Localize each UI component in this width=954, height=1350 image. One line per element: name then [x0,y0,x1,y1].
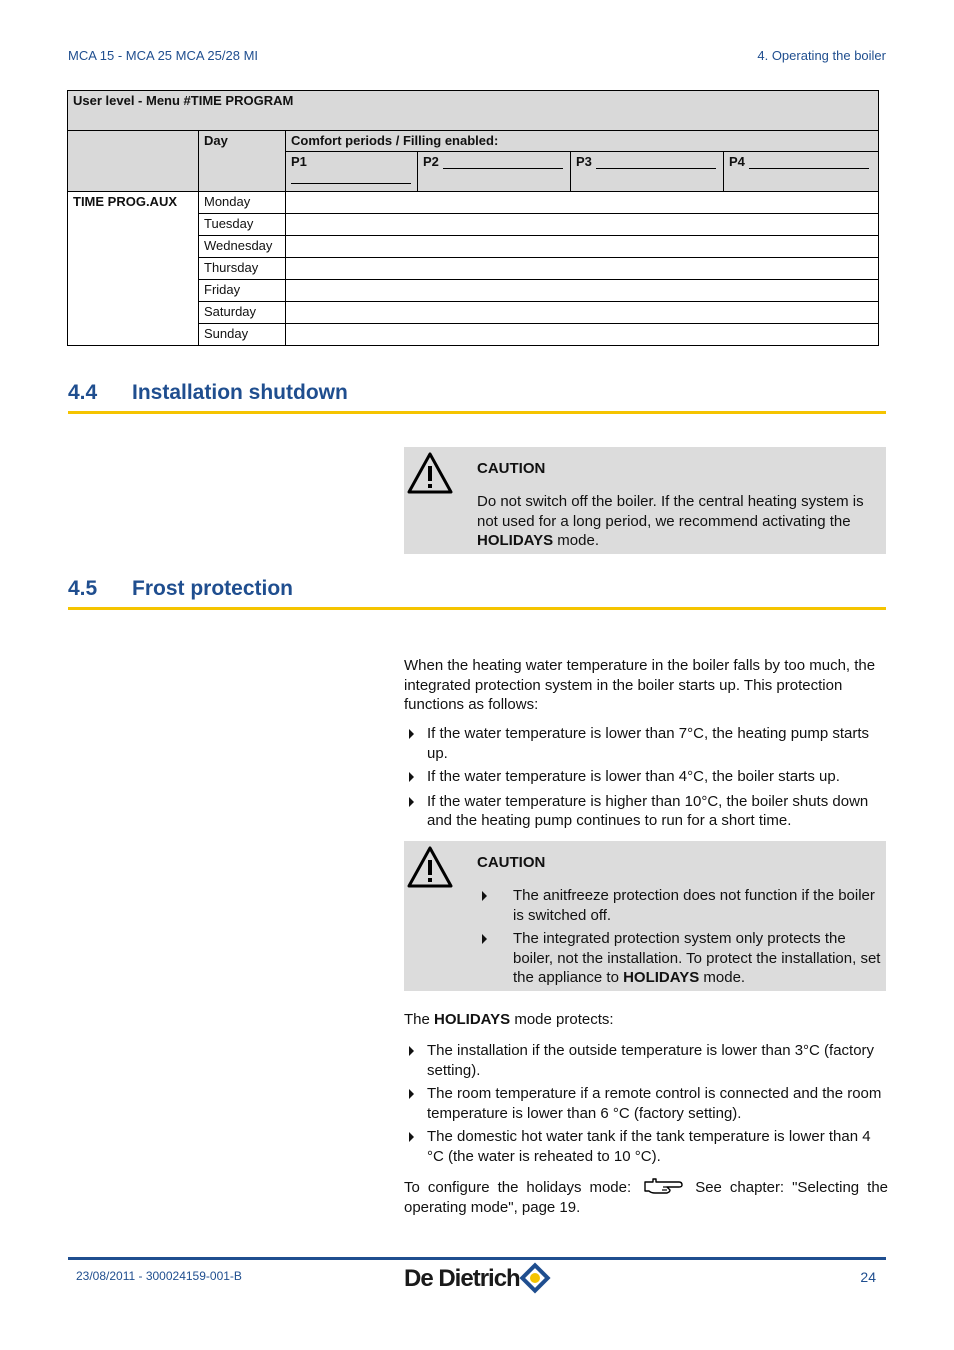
p4-blank-line [749,156,869,169]
holidays-keyword: HOLIDAYS [434,1011,511,1028]
caution-text-start: Do not switch off the boiler. If the central heating system is not used for a long period, we recommend activating the [477,493,864,530]
caution-bullet-list [477,886,885,988]
table-row-label: TIME PROG.AUX [68,192,199,346]
bullet-arrow-icon [482,934,487,944]
p2-blank-line [443,156,563,169]
table-value-cell [286,192,879,214]
table-header-p2 [418,152,571,192]
bullet-arrow-icon [409,1089,414,1099]
de-dietrich-logo [404,1260,554,1301]
table-day-cell: Wednesday [199,236,286,258]
table-value-cell [286,324,879,346]
bullet-arrow-icon [409,1132,414,1142]
table-value-cell [286,302,879,324]
table-day-cell: Monday [199,192,286,214]
frost-intro-paragraph: When the heating water temperature in the boiler falls by too much, the integrated protection system in the boiler starts up. This protection functions as follows: [404,657,876,713]
de-dietrich-logo-icon [404,1260,554,1296]
holidays-text-end: mode protects: [510,1011,614,1028]
section-title: Installation shutdown [132,381,348,404]
page-number: 24 [860,1269,876,1285]
list-item-text: The integrated protection system only protects the boiler, not the installation. To protect the installation, set the appliance to [513,930,881,986]
p1-blank-line [291,169,411,184]
caution-text-end: mode. [553,532,599,549]
list-item [404,1041,888,1080]
table-corner-cell [68,131,199,192]
section-number: 4.4 [68,381,98,404]
footer-date-ref: 23/08/2011 - 300024159-001-B [76,1269,242,1283]
table-day-cell: Thursday [199,258,286,280]
list-item [404,1084,888,1123]
caution-title: CAUTION [477,460,546,477]
caution-text [477,492,883,551]
list-item [404,724,888,763]
holidays-paragraph [404,1010,888,1030]
header-chapter: 4. Operating the boiler [757,48,886,63]
holidays-keyword: HOLIDAYS [623,969,700,986]
bullet-arrow-icon [409,772,414,782]
bullet-arrow-icon [409,797,414,807]
warning-icon [406,845,454,889]
caution-box-frost [404,841,886,991]
list-item-text: The room temperature if a remote control is connected and the room temperature is lower than 6 °C (factory setting). [427,1085,882,1122]
bullet-arrow-icon [409,729,414,739]
list-item [404,1127,888,1166]
config-text-start: To configure the holidays mode: [404,1179,632,1196]
table-header-p4 [724,152,879,192]
table-day-cell: Sunday [199,324,286,346]
p3-blank-line [596,156,716,169]
table-header-comfort: Comfort periods / Filling enabled: [286,131,879,152]
section-heading-4-5 [68,577,886,610]
table-title: User level - Menu #TIME PROGRAM [68,91,879,131]
table-header-p3 [571,152,724,192]
config-paragraph [404,1176,888,1217]
p2-label: P2 [423,154,439,169]
bullet-arrow-icon [482,891,487,901]
table-value-cell [286,280,879,302]
list-item [404,792,888,831]
section-heading-4-4 [68,381,886,414]
list-item-text: If the water temperature is lower than 4°C, the boiler starts up. [427,768,840,785]
table-header-day: Day [199,131,286,192]
section-number: 4.5 [68,577,98,600]
warning-icon [406,451,454,495]
section-title: Frost protection [132,577,293,600]
frost-bullet-list [404,724,888,831]
time-program-table [67,90,879,346]
holidays-text-start: The [404,1011,435,1028]
table-value-cell [286,236,879,258]
caution-title: CAUTION [477,854,546,871]
header-doc-title: MCA 15 - MCA 25 MCA 25/28 MI [68,48,259,63]
caution-box-shutdown [404,447,886,554]
svg-text:De Dietrich: De Dietrich [404,1265,520,1292]
pointing-hand-icon [643,1176,683,1196]
list-item [477,886,885,925]
table-day-cell: Saturday [199,302,286,324]
list-item-text-end: mode. [699,969,746,986]
list-item-text: The domestic hot water tank if the tank temperature is lower than 4 °C (the water is reheated to 10 °C). [427,1128,871,1165]
p3-label: P3 [576,154,592,169]
table-value-cell [286,258,879,280]
table-day-cell: Friday [199,280,286,302]
table-header-p1 [286,152,418,192]
p4-label: P4 [729,154,745,169]
list-item [404,767,888,787]
bullet-arrow-icon [409,1046,414,1056]
list-item-text: If the water temperature is higher than 10°C, the boiler shuts down and the heating pump continues to run for a short time. [427,792,869,829]
config-text-end: See chapter: "Selecting the operating mode", page 19. [404,1179,889,1216]
list-item-text: If the water temperature is lower than 7°C, the heating pump starts up. [427,725,870,762]
list-item-text: The anitfreeze protection does not function if the boiler is switched off. [513,887,875,924]
list-item [477,929,885,988]
holidays-keyword: HOLIDAYS [477,532,554,549]
list-item-text: The installation if the outside temperature is lower than 3°C (factory setting). [427,1042,875,1079]
p1-label: P1 [291,154,307,169]
table-day-cell: Tuesday [199,214,286,236]
holidays-bullet-list [404,1041,888,1166]
table-value-cell [286,214,879,236]
